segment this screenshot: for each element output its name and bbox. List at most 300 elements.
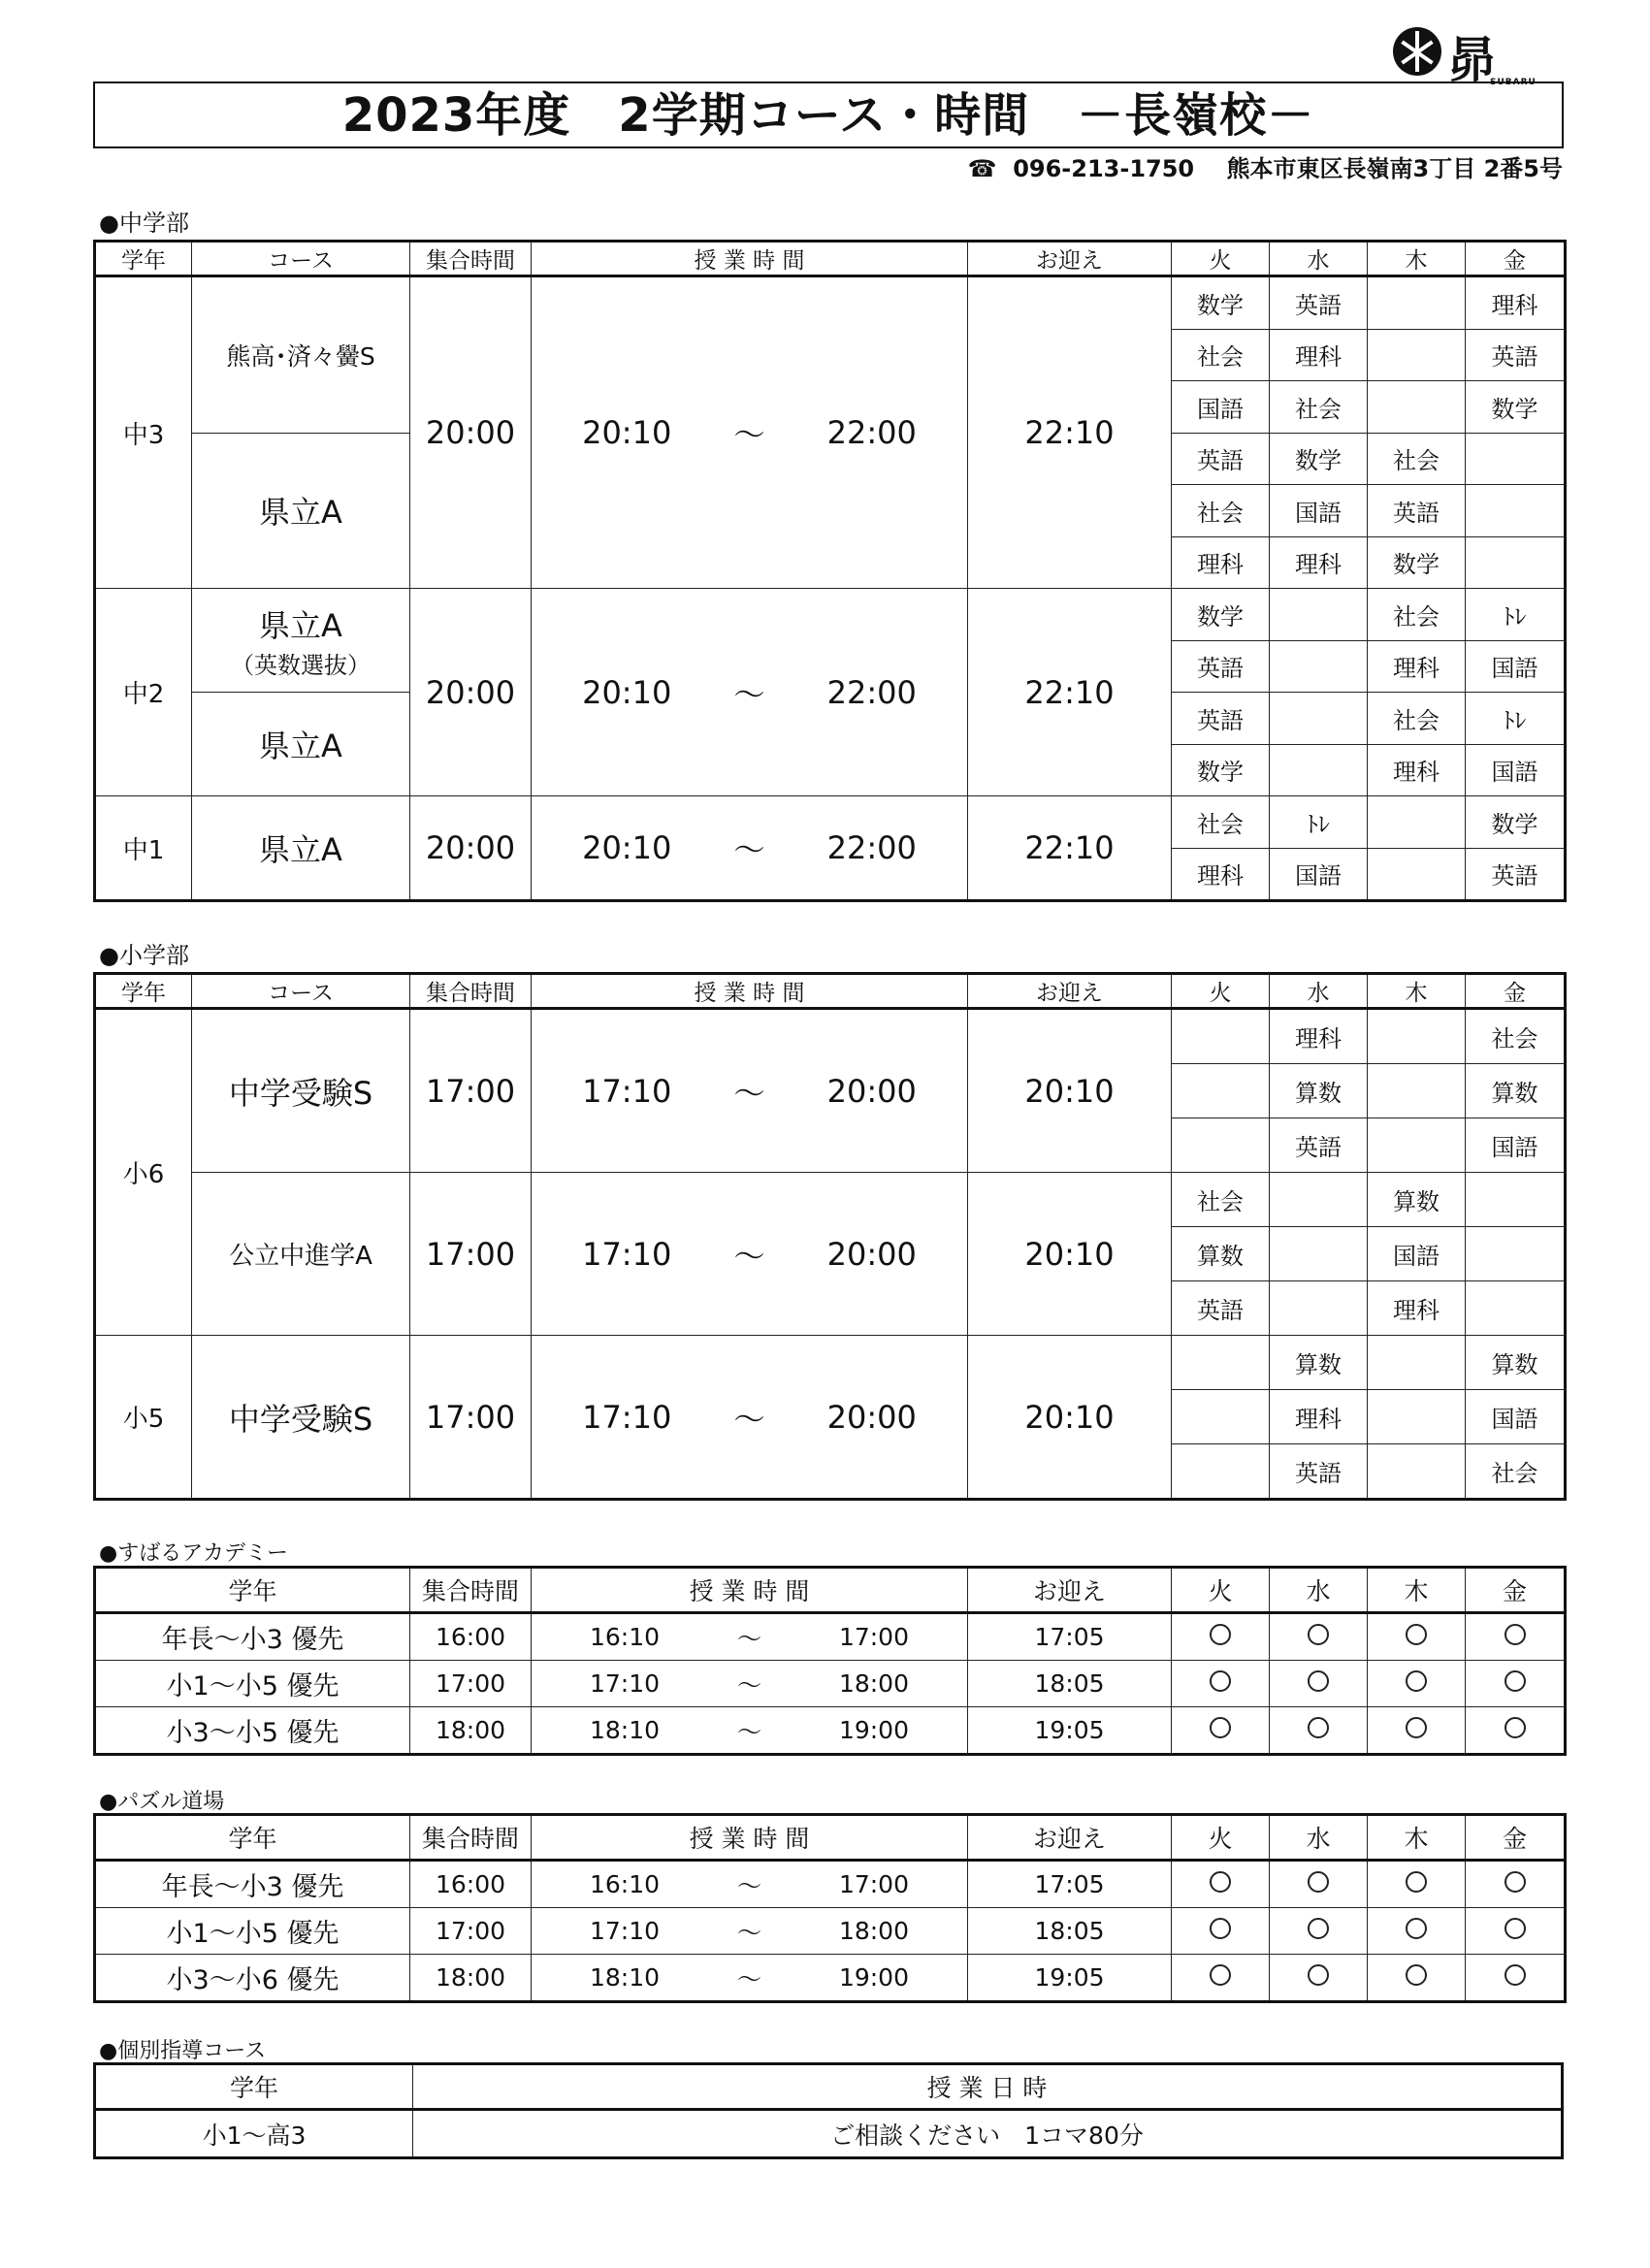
table-row	[95, 1613, 1566, 1661]
course-label: 県立A	[259, 728, 342, 764]
gather-time: 20:00	[410, 796, 532, 901]
subject-cell: 英語	[1270, 276, 1368, 330]
table-row	[95, 1173, 1566, 1227]
subject-cell	[1172, 1118, 1270, 1173]
header-gather: 集合時間	[410, 1815, 532, 1861]
header-pickup: お迎え	[968, 974, 1172, 1009]
subject-cell	[1368, 1009, 1466, 1064]
subject-cell: 国語	[1466, 1118, 1566, 1173]
available-mark	[1368, 1661, 1466, 1707]
lesson-start: 17:10	[582, 1235, 672, 1273]
course-name	[192, 433, 410, 589]
subject-cell: 英語	[1270, 1118, 1368, 1173]
circle-icon	[1210, 1918, 1231, 1939]
lesson-end: 18:00	[838, 1669, 909, 1698]
header-lesson: 授 業 時 間	[532, 974, 968, 1009]
header-gather: 集合時間	[410, 242, 532, 276]
lesson-time	[532, 1955, 968, 2002]
tilde: ～	[736, 1624, 761, 1653]
logo-kanji: 昴	[1447, 31, 1496, 88]
subject-cell: 数学	[1172, 744, 1270, 796]
subject-cell	[1270, 1173, 1368, 1227]
academy-table	[93, 1566, 1567, 1756]
subject-cell: 国語	[1368, 1227, 1466, 1281]
course-name: 中学受験S	[192, 1009, 410, 1173]
pickup-time: 18:05	[968, 1908, 1172, 1955]
available-mark	[1368, 1908, 1466, 1955]
grade-cell: 小5	[95, 1336, 192, 1500]
header-gather: 集合時間	[410, 974, 532, 1009]
subject-cell: 社会	[1368, 693, 1466, 745]
junior-table	[93, 240, 1567, 902]
subject-cell: ﾄﾚ	[1466, 589, 1566, 641]
lesson-time	[532, 1613, 968, 1661]
lesson-time	[532, 1336, 968, 1500]
lesson-end: 20:00	[826, 1072, 917, 1110]
lesson-start: 20:10	[582, 673, 672, 711]
lesson-start: 16:10	[589, 1623, 661, 1651]
pickup-time: 20:10	[968, 1173, 1172, 1336]
grade-cell: 小3～小5 優先	[95, 1707, 410, 1755]
course-label: 県立A	[259, 831, 342, 868]
header-grade: 学年	[95, 242, 192, 276]
gather-time: 17:00	[410, 1336, 532, 1500]
subject-cell: 社会	[1270, 381, 1368, 434]
subject-cell: 国語	[1466, 1390, 1566, 1444]
table-row	[95, 1336, 1566, 1390]
subject-cell: 算数	[1466, 1336, 1566, 1390]
lesson-start: 20:10	[582, 829, 672, 866]
header-pickup: お迎え	[968, 1568, 1172, 1613]
course-label: 県立A	[259, 606, 342, 644]
subject-cell: 数学	[1466, 796, 1566, 849]
grade-cell: 小3～小6 優先	[95, 1955, 410, 2002]
subject-cell	[1172, 1444, 1270, 1500]
gather-time: 18:00	[410, 1707, 532, 1755]
available-mark	[1368, 1955, 1466, 2002]
circle-icon	[1210, 1964, 1231, 1986]
course-label: 熊高･済々黌S	[226, 341, 375, 371]
logo-sub: SUBARU	[1490, 78, 1537, 87]
section-junior: ●中学部	[99, 210, 189, 237]
available-mark	[1172, 1908, 1270, 1955]
contact-line	[968, 149, 1563, 183]
lesson-end: 20:00	[826, 1235, 917, 1273]
table-row	[95, 276, 1566, 330]
header-day: 金	[1466, 974, 1566, 1009]
header-day: 火	[1172, 1568, 1270, 1613]
table-row	[95, 796, 1566, 849]
available-mark	[1368, 1707, 1466, 1755]
subject-cell: 理科	[1270, 536, 1368, 589]
pickup-time: 19:05	[968, 1955, 1172, 2002]
header-grade: 学年	[95, 1568, 410, 1613]
circle-icon	[1406, 1717, 1427, 1738]
header-lesson: 授 業 時 間	[532, 1568, 968, 1613]
subject-cell: 理科	[1466, 276, 1566, 330]
circle-icon	[1210, 1624, 1231, 1645]
lesson-end: 22:00	[826, 673, 917, 711]
subject-cell	[1172, 1064, 1270, 1118]
course-name: 公立中進学A	[192, 1173, 410, 1336]
pickup-time: 22:10	[968, 276, 1172, 589]
available-mark	[1466, 1955, 1566, 2002]
lesson-start: 18:10	[589, 1716, 661, 1744]
subject-cell: 数学	[1368, 536, 1466, 589]
header-day: 金	[1466, 1815, 1566, 1861]
header-date: 授 業 日 時	[413, 2064, 1563, 2110]
pickup-time: 17:05	[968, 1613, 1172, 1661]
subject-cell: 国語	[1466, 744, 1566, 796]
course-name: 中学受験S	[192, 1336, 410, 1500]
lesson-time	[532, 276, 968, 589]
section-puzzle: ●パズル道場	[99, 1790, 225, 1814]
subject-cell: 国語	[1270, 485, 1368, 537]
subject-cell: 理科	[1368, 1281, 1466, 1336]
gather-time: 17:00	[410, 1908, 532, 1955]
course-name	[192, 693, 410, 796]
subject-cell	[1368, 848, 1466, 901]
table-row	[95, 1707, 1566, 1755]
subject-cell	[1368, 1336, 1466, 1390]
header-gather: 集合時間	[410, 1568, 532, 1613]
available-mark	[1270, 1861, 1368, 1908]
logo-mark-icon	[1393, 27, 1441, 76]
subject-cell: 算数	[1172, 1227, 1270, 1281]
grade-cell: 小1～小5 優先	[95, 1908, 410, 1955]
subject-cell: 理科	[1172, 536, 1270, 589]
header-pickup: お迎え	[968, 242, 1172, 276]
header-grade: 学年	[95, 2064, 413, 2110]
table-row	[95, 1861, 1566, 1908]
gather-time: 17:00	[410, 1173, 532, 1336]
circle-icon	[1504, 1717, 1526, 1738]
header-day: 水	[1270, 974, 1368, 1009]
individual-detail: ご相談ください 1コマ80分	[413, 2110, 1563, 2158]
header-grade: 学年	[95, 974, 192, 1009]
circle-icon	[1504, 1624, 1526, 1645]
course-sub: （英数選抜）	[231, 651, 371, 679]
available-mark	[1368, 1861, 1466, 1908]
circle-icon	[1210, 1717, 1231, 1738]
subject-cell	[1270, 693, 1368, 745]
table-row	[95, 1955, 1566, 2002]
tilde: ～	[736, 1670, 761, 1700]
header-course: コース	[192, 974, 410, 1009]
pickup-time: 18:05	[968, 1661, 1172, 1707]
pickup-time: 22:10	[968, 796, 1172, 901]
subject-cell	[1368, 1444, 1466, 1500]
lesson-time	[532, 1173, 968, 1336]
gather-time: 20:00	[410, 589, 532, 796]
lesson-end: 18:00	[838, 1917, 909, 1945]
table-row	[95, 1661, 1566, 1707]
logo	[1393, 27, 1560, 87]
lesson-end: 17:00	[838, 1623, 909, 1651]
course-name	[192, 589, 410, 693]
subject-cell	[1368, 1390, 1466, 1444]
header-row	[95, 974, 1566, 1009]
pickup-time: 19:05	[968, 1707, 1172, 1755]
subject-cell: 社会	[1172, 485, 1270, 537]
subject-cell: 理科	[1368, 640, 1466, 693]
subject-cell: 理科	[1270, 1009, 1368, 1064]
circle-icon	[1308, 1717, 1329, 1738]
subject-cell: 英語	[1466, 329, 1566, 381]
subject-cell	[1270, 1227, 1368, 1281]
page-title: 2023年度 2学期コース・時間 －長嶺校－	[93, 81, 1564, 148]
grade-cell: 年長～小3 優先	[95, 1861, 410, 1908]
lesson-start: 17:10	[582, 1072, 672, 1110]
lesson-time	[532, 1009, 968, 1173]
subject-cell	[1466, 1281, 1566, 1336]
subject-cell	[1172, 1390, 1270, 1444]
subject-cell: 国語	[1466, 640, 1566, 693]
section-elementary: ●小学部	[99, 942, 189, 969]
circle-icon	[1406, 1918, 1427, 1939]
circle-icon	[1504, 1918, 1526, 1939]
subject-cell: ﾄﾚ	[1270, 796, 1368, 849]
subject-cell	[1466, 433, 1566, 485]
subject-cell	[1270, 1281, 1368, 1336]
subject-cell: 英語	[1270, 1444, 1368, 1500]
subject-cell: 社会	[1466, 1009, 1566, 1064]
subject-cell	[1270, 640, 1368, 693]
subject-cell: 算数	[1270, 1064, 1368, 1118]
subject-cell: 社会	[1368, 433, 1466, 485]
subject-cell	[1172, 1336, 1270, 1390]
available-mark	[1270, 1908, 1368, 1955]
circle-icon	[1504, 1670, 1526, 1692]
available-mark	[1368, 1613, 1466, 1661]
lesson-time	[532, 796, 968, 901]
header-grade: 学年	[95, 1815, 410, 1861]
lesson-time	[532, 589, 968, 796]
course-label: 県立A	[259, 494, 342, 532]
header-day: 火	[1172, 1815, 1270, 1861]
course-name	[192, 276, 410, 434]
header-day: 木	[1368, 974, 1466, 1009]
subject-cell: 英語	[1368, 485, 1466, 537]
elementary-table	[93, 972, 1567, 1501]
available-mark	[1466, 1908, 1566, 1955]
tilde: ～	[733, 1237, 765, 1275]
pickup-time: 17:05	[968, 1861, 1172, 1908]
pickup-time: 22:10	[968, 589, 1172, 796]
subject-cell: 理科	[1172, 848, 1270, 901]
lesson-start: 20:10	[582, 414, 672, 451]
grade-cell: 中2	[95, 589, 192, 796]
grade-cell: 年長～小3 優先	[95, 1613, 410, 1661]
subject-cell: 算数	[1270, 1336, 1368, 1390]
subject-cell	[1172, 1009, 1270, 1064]
header-day: 火	[1172, 974, 1270, 1009]
circle-icon	[1308, 1918, 1329, 1939]
subject-cell: 理科	[1368, 744, 1466, 796]
lesson-time	[532, 1661, 968, 1707]
table-row	[95, 1009, 1566, 1064]
subject-cell: 算数	[1368, 1173, 1466, 1227]
subject-cell	[1466, 536, 1566, 589]
table-row	[95, 589, 1566, 641]
circle-icon	[1308, 1624, 1329, 1645]
available-mark	[1172, 1707, 1270, 1755]
header-pickup: お迎え	[968, 1815, 1172, 1861]
subject-cell: 理科	[1270, 329, 1368, 381]
subject-cell: 社会	[1172, 796, 1270, 849]
course-name	[192, 796, 410, 901]
lesson-start: 17:10	[589, 1917, 661, 1945]
gather-time: 17:00	[410, 1009, 532, 1173]
section-academy: ●すばるアカデミー	[99, 1541, 288, 1566]
lesson-time	[532, 1861, 968, 1908]
subject-cell: 国語	[1270, 848, 1368, 901]
header-day: 水	[1270, 1815, 1368, 1861]
subject-cell	[1368, 329, 1466, 381]
grade-cell: 小6	[95, 1009, 192, 1336]
header-day: 水	[1270, 1568, 1368, 1613]
circle-icon	[1406, 1964, 1427, 1986]
header-day: 金	[1466, 1568, 1566, 1613]
tilde: ～	[736, 1871, 761, 1900]
circle-icon	[1504, 1964, 1526, 1986]
tilde: ～	[733, 675, 765, 713]
lesson-end: 17:00	[838, 1870, 909, 1898]
available-mark	[1172, 1613, 1270, 1661]
lesson-time	[532, 1908, 968, 1955]
gather-time: 16:00	[410, 1613, 532, 1661]
gather-time: 18:00	[410, 1955, 532, 2002]
subject-cell	[1270, 589, 1368, 641]
grade-cell: 中3	[95, 276, 192, 589]
subject-cell: 数学	[1172, 589, 1270, 641]
subject-cell: 社会	[1172, 329, 1270, 381]
section-individual: ●個別指導コース	[99, 2039, 267, 2063]
available-mark	[1172, 1661, 1270, 1707]
phone-icon: ☎	[967, 155, 997, 182]
subject-cell: 社会	[1466, 1444, 1566, 1500]
available-mark	[1466, 1613, 1566, 1661]
circle-icon	[1406, 1670, 1427, 1692]
individual-grade: 小1～高3	[95, 2110, 413, 2158]
header-day: 木	[1368, 1815, 1466, 1861]
gather-time: 20:00	[410, 276, 532, 589]
subject-cell: 英語	[1172, 433, 1270, 485]
circle-icon	[1308, 1670, 1329, 1692]
circle-icon	[1210, 1871, 1231, 1893]
subject-cell	[1466, 485, 1566, 537]
available-mark	[1466, 1707, 1566, 1755]
subject-cell: 数学	[1466, 381, 1566, 434]
lesson-time	[532, 1707, 968, 1755]
address: 熊本市東区長嶺南3丁目 2番5号	[1226, 155, 1563, 182]
pickup-time: 20:10	[968, 1336, 1172, 1500]
lesson-start: 18:10	[589, 1963, 661, 1992]
grade-cell: 小1～小5 優先	[95, 1661, 410, 1707]
tilde: ～	[733, 416, 765, 453]
lesson-end: 19:00	[838, 1716, 909, 1744]
available-mark	[1270, 1661, 1368, 1707]
phone-number: 096-213-1750	[1013, 155, 1195, 182]
available-mark	[1270, 1955, 1368, 2002]
subject-cell	[1466, 1227, 1566, 1281]
available-mark	[1466, 1661, 1566, 1707]
header-lesson: 授 業 時 間	[532, 1815, 968, 1861]
lesson-start: 16:10	[589, 1870, 661, 1898]
tilde: ～	[733, 1400, 765, 1438]
available-mark	[1172, 1861, 1270, 1908]
circle-icon	[1308, 1871, 1329, 1893]
header-row	[95, 1815, 1566, 1861]
table-row	[95, 1908, 1566, 1955]
available-mark	[1270, 1707, 1368, 1755]
puzzle-table	[93, 1813, 1567, 2003]
subject-cell	[1368, 796, 1466, 849]
subject-cell: 社会	[1368, 589, 1466, 641]
header-day: 木	[1368, 242, 1466, 276]
tilde: ～	[736, 1964, 761, 1993]
tilde: ～	[736, 1717, 761, 1746]
header-day: 火	[1172, 242, 1270, 276]
header-day: 水	[1270, 242, 1368, 276]
grade-cell: 中1	[95, 796, 192, 901]
available-mark	[1172, 1955, 1270, 2002]
header-row	[95, 1568, 1566, 1613]
lesson-end: 19:00	[838, 1963, 909, 1992]
lesson-start: 17:10	[582, 1398, 672, 1436]
tilde: ～	[733, 831, 765, 868]
subject-cell	[1368, 1064, 1466, 1118]
subject-cell: 英語	[1466, 848, 1566, 901]
tilde: ～	[733, 1074, 765, 1112]
lesson-start: 17:10	[589, 1669, 661, 1698]
circle-icon	[1406, 1871, 1427, 1893]
tilde: ～	[736, 1918, 761, 1947]
header-day: 木	[1368, 1568, 1466, 1613]
subject-cell: 算数	[1466, 1064, 1566, 1118]
gather-time: 17:00	[410, 1661, 532, 1707]
circle-icon	[1406, 1624, 1427, 1645]
header-day: 金	[1466, 242, 1566, 276]
available-mark	[1270, 1613, 1368, 1661]
lesson-end: 22:00	[826, 414, 917, 451]
circle-icon	[1504, 1871, 1526, 1893]
subject-cell	[1368, 276, 1466, 330]
circle-icon	[1210, 1670, 1231, 1692]
header-course: コース	[192, 242, 410, 276]
lesson-end: 20:00	[826, 1398, 917, 1436]
subject-cell: 国語	[1172, 381, 1270, 434]
pickup-time: 20:10	[968, 1009, 1172, 1173]
subject-cell	[1466, 1173, 1566, 1227]
subject-cell: ﾄﾚ	[1466, 693, 1566, 745]
subject-cell: 英語	[1172, 640, 1270, 693]
gather-time: 16:00	[410, 1861, 532, 1908]
circle-icon	[1308, 1964, 1329, 1986]
header-row	[95, 242, 1566, 276]
subject-cell: 数学	[1172, 276, 1270, 330]
subject-cell	[1368, 1118, 1466, 1173]
individual-table	[93, 2062, 1564, 2159]
subject-cell	[1270, 744, 1368, 796]
subject-cell: 社会	[1172, 1173, 1270, 1227]
subject-cell: 英語	[1172, 693, 1270, 745]
lesson-end: 22:00	[826, 829, 917, 866]
header-lesson: 授 業 時 間	[532, 242, 968, 276]
subject-cell: 数学	[1270, 433, 1368, 485]
subject-cell: 理科	[1270, 1390, 1368, 1444]
available-mark	[1466, 1861, 1566, 1908]
